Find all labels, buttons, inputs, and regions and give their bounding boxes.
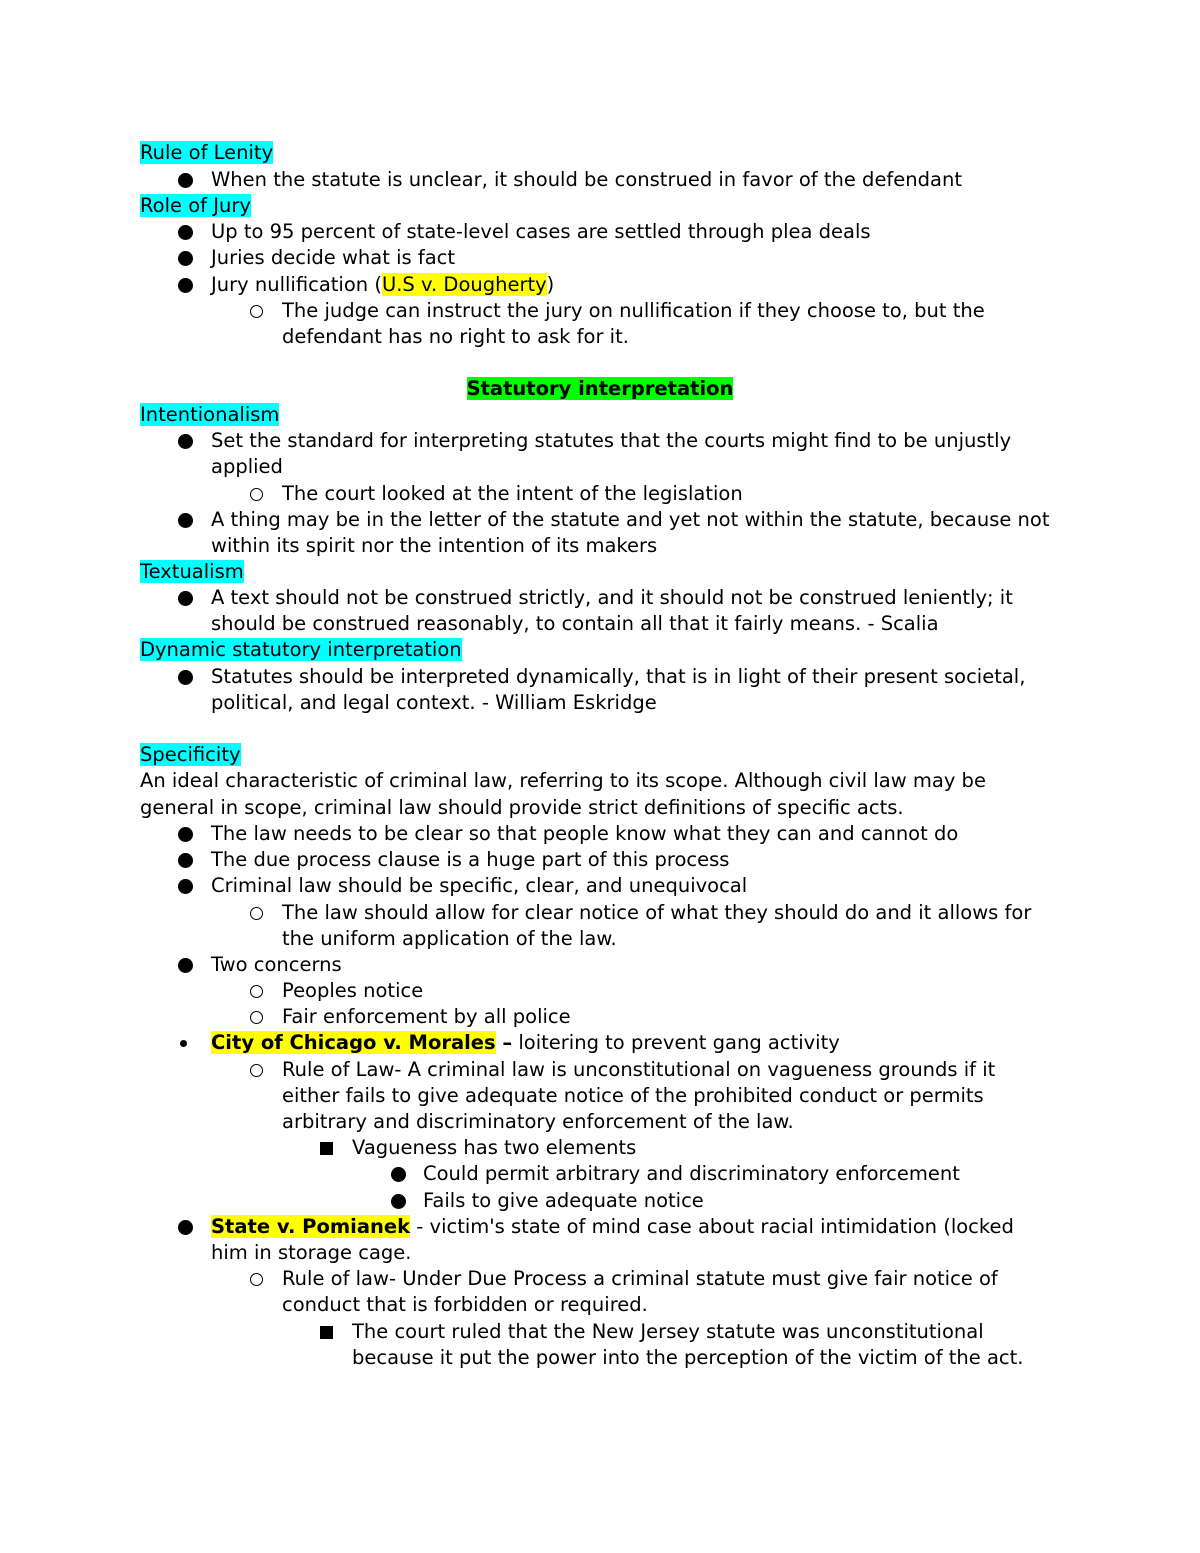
jury-sub-bullet-line-1: The judge can instruct the jury on nullification if they choose to, but the (282, 299, 985, 322)
square-bullet-icon (313, 1319, 339, 1345)
lenity-bullet-1: When the statute is unclear, it should be construed in favor of the defendant (211, 168, 962, 191)
specificity-bullet-3-sub-line-2: the uniform application of the law. (282, 927, 617, 950)
sub-bullet-icon (243, 1004, 269, 1030)
specificity-bullet-1: The law needs to be clear so that people know what they can and cannot do (211, 822, 959, 845)
dynamic-bullet-line-2: political, and legal context. - William Eskridge (211, 691, 657, 714)
case-name-morales: City of Chicago v. Morales (211, 1031, 496, 1054)
bullet-icon (172, 507, 198, 533)
bullet-icon (172, 428, 198, 454)
morales-vagueness: Vagueness has two elements (352, 1136, 637, 1159)
jury-sub-bullet-line-2: defendant has no right to ask for it. (282, 325, 629, 348)
intentionalism-bullet-1-line-2: applied (211, 455, 283, 478)
pomianek-ruling-line-2: because it put the power into the perception of the victim of the act. (352, 1346, 1024, 1369)
concern-fair-enforcement: Fair enforcement by all police (282, 1005, 571, 1028)
pomianek-desc-line-2: him in storage cage. (211, 1241, 412, 1264)
bullet-icon (172, 821, 198, 847)
case-name-pomianek: State v. Pomianek (211, 1215, 411, 1238)
case-state-v-pomianek: State v. Pomianek - victim's state of mind case about racial intimidation (locked (211, 1215, 1014, 1238)
morales-rule-line-1: Rule of Law- A criminal law is unconstitutional on vagueness grounds if it (282, 1058, 996, 1081)
intentionalism-bullet-2-line-2: within its spirit nor the intention of its makers (211, 534, 658, 557)
vagueness-element-2: Fails to give adequate notice (423, 1189, 704, 1212)
heading-specificity: Specificity (140, 743, 241, 766)
bullet-icon (172, 952, 198, 978)
heading-dynamic-statutory-interpretation: Dynamic statutory interpretation (140, 638, 462, 661)
heading-rule-of-lenity: Rule of Lenity (140, 141, 274, 164)
bullet-icon (172, 585, 198, 611)
specificity-paragraph-line-1: An ideal characteristic of criminal law, referring to its scope. Although civil law may be (140, 769, 986, 792)
sub-bullet-icon (243, 298, 269, 324)
bullet-icon (172, 272, 198, 298)
intentionalism-sub-bullet: The court looked at the intent of the legislation (282, 482, 743, 505)
specificity-bullet-4: Two concerns (211, 953, 342, 976)
jury-bullet-1: Up to 95 percent of state-level cases are settled through plea deals (211, 220, 871, 243)
heading-intentionalism: Intentionalism (140, 403, 280, 426)
bullet-icon (172, 167, 198, 193)
bullet-icon (172, 873, 198, 899)
sub-bullet-icon (243, 1057, 269, 1083)
specificity-bullet-3: Criminal law should be specific, clear, and unequivocal (211, 874, 748, 897)
sub-bullet-icon (243, 978, 269, 1004)
vagueness-element-1: Could permit arbitrary and discriminatory enforcement (423, 1162, 960, 1185)
textualism-bullet-line-1: A text should not be construed strictly, and it should not be construed leniently; it (211, 586, 1013, 609)
specificity-bullet-3-sub-line-1: The law should allow for clear notice of what they should do and it allows for (282, 901, 1032, 924)
concern-peoples-notice: Peoples notice (282, 979, 424, 1002)
heading-role-of-jury: Role of Jury (140, 194, 251, 217)
jury-bullet-2: Juries decide what is fact (211, 246, 456, 269)
sub-bullet-icon (243, 1266, 269, 1292)
morales-rule-line-3: arbitrary and discriminatory enforcement of the law. (282, 1110, 794, 1133)
pomianek-ruling-line-1: The court ruled that the New Jersey statute was unconstitutional (352, 1320, 984, 1343)
case-chicago-v-morales: City of Chicago v. Morales – loitering to prevent gang activity (211, 1031, 840, 1054)
bullet-icon (172, 245, 198, 271)
square-bullet-icon (313, 1135, 339, 1161)
sub-bullet-icon (243, 481, 269, 507)
intentionalism-bullet-1-line-1: Set the standard for interpreting statutes that the courts might find to be unjustly (211, 429, 1012, 452)
textualism-bullet-line-2: should be construed reasonably, to contain all that it fairly means. - Scalia (211, 612, 939, 635)
bullet-icon (385, 1188, 411, 1214)
jury-bullet-3: Jury nullification (U.S v. Dougherty) (211, 273, 555, 296)
dynamic-bullet-line-1: Statutes should be interpreted dynamically, that is in light of their present societal, (211, 665, 1026, 688)
bullet-icon (172, 1214, 198, 1240)
small-bullet-icon (170, 1030, 196, 1056)
specificity-paragraph-line-2: general in scope, criminal law should provide strict definitions of specific acts. (140, 796, 904, 819)
pomianek-rule-line-2: conduct that is forbidden or required. (282, 1293, 648, 1316)
specificity-bullet-2: The due process clause is a huge part of this process (211, 848, 730, 871)
section-title-statutory-interpretation: Statutory interpretation (466, 377, 734, 400)
bullet-icon (385, 1161, 411, 1187)
morales-rule-line-2: either fails to give adequate notice of the prohibited conduct or permits (282, 1084, 984, 1107)
sub-bullet-icon (243, 900, 269, 926)
heading-textualism: Textualism (140, 560, 244, 583)
bullet-icon (172, 664, 198, 690)
intentionalism-bullet-2-line-1: A thing may be in the letter of the statute and yet not within the statute, because not (211, 508, 1050, 531)
pomianek-rule-line-1: Rule of law- Under Due Process a criminal statute must give fair notice of (282, 1267, 998, 1290)
bullet-icon (172, 219, 198, 245)
bullet-icon (172, 847, 198, 873)
case-name-dougherty: U.S v. Dougherty (381, 273, 547, 296)
